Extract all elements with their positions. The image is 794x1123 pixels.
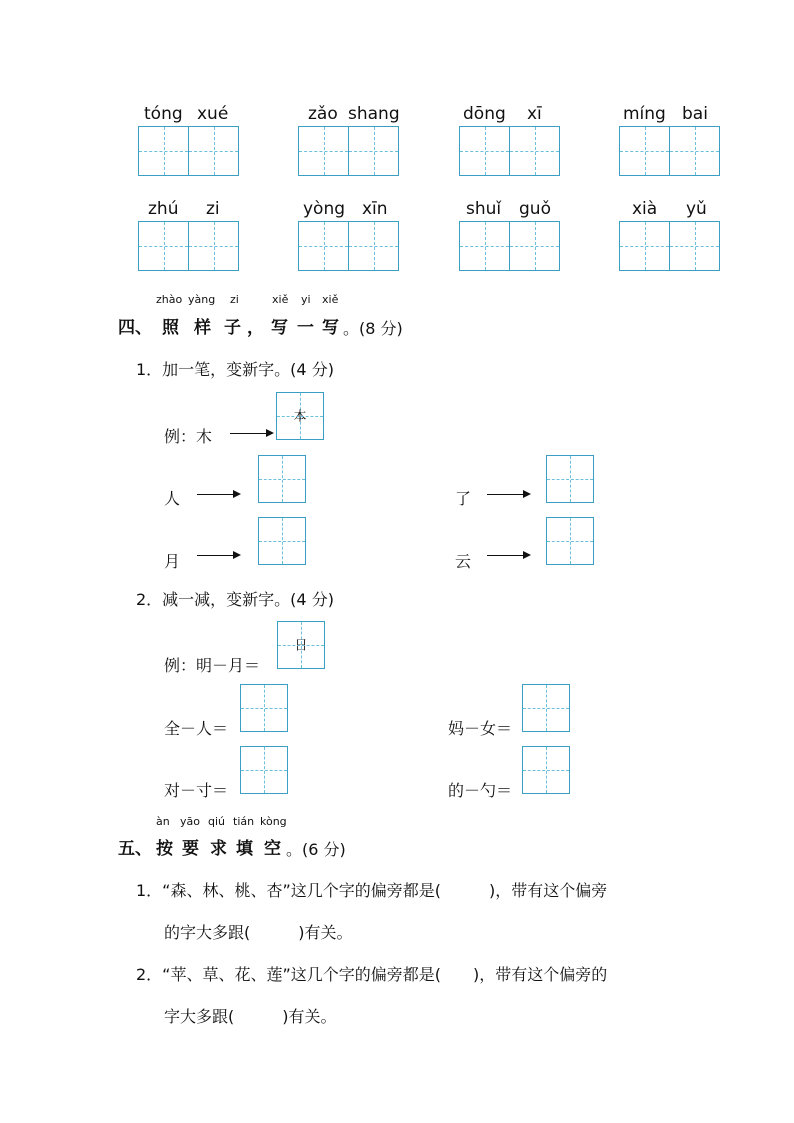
pinyin-label: xué	[197, 104, 229, 124]
question-title: 2．减一减，变新字。(4 分)	[136, 590, 334, 609]
writing-box[interactable]	[348, 221, 399, 271]
writing-box[interactable]	[459, 126, 510, 176]
pinyin-label: zi	[206, 199, 220, 219]
heading-char: ，	[247, 318, 264, 338]
heading-char: 一	[297, 318, 314, 338]
pinyin-label: xī	[527, 104, 542, 124]
writing-box[interactable]	[669, 221, 720, 271]
heading-char: 要	[182, 839, 199, 859]
example-answer: 日	[294, 638, 308, 654]
heading-char: 写	[271, 318, 288, 338]
writing-box	[277, 621, 325, 669]
subtraction-expression: 对－寸＝	[164, 781, 229, 800]
writing-box	[276, 392, 324, 440]
pinyin-label: míng	[623, 104, 666, 124]
answer-box[interactable]	[258, 455, 306, 503]
pinyin-label: yǔ	[686, 199, 707, 219]
writing-box-pair[interactable]	[459, 221, 560, 271]
writing-box[interactable]	[669, 126, 720, 176]
writing-box[interactable]	[138, 126, 189, 176]
subtraction-expression: 妈－女＝	[448, 719, 513, 738]
pinyin-label: bai	[682, 104, 708, 124]
base-char: 月	[164, 552, 181, 571]
heading-pinyin: zi	[230, 293, 239, 306]
heading-pinyin: àn	[156, 815, 170, 828]
writing-box[interactable]	[188, 126, 239, 176]
writing-box-pair[interactable]	[138, 221, 239, 271]
writing-box[interactable]	[188, 221, 239, 271]
heading-char: 写	[322, 318, 339, 338]
heading-char: 填	[236, 839, 253, 859]
writing-box[interactable]	[619, 126, 670, 176]
pinyin-label: zhú	[148, 199, 179, 219]
pinyin-label: xià	[632, 199, 658, 219]
writing-box-pair[interactable]	[298, 126, 399, 176]
answer-box[interactable]	[522, 746, 570, 794]
answer-box[interactable]	[522, 684, 570, 732]
heading-pinyin: yàng	[188, 293, 216, 306]
question-text: 1．“森、林、桃、杏”这几个字的偏旁都是( )，带有这个偏旁	[136, 881, 608, 900]
writing-box[interactable]	[619, 221, 670, 271]
pinyin-label: zǎo	[308, 104, 338, 124]
arrow-icon	[230, 433, 272, 434]
answer-box[interactable]	[546, 455, 594, 503]
question-text: 的字大多跟( )有关。	[164, 923, 353, 942]
heading-char: 照	[162, 318, 179, 338]
heading-pinyin: qiú	[208, 815, 226, 828]
answer-box[interactable]	[546, 517, 594, 565]
arrow-icon	[197, 494, 239, 495]
answer-box[interactable]	[240, 684, 288, 732]
heading-char: 求	[210, 839, 227, 859]
example-answer: 本	[293, 409, 307, 425]
heading-char: 按	[156, 839, 173, 859]
heading-pinyin: yāo	[180, 815, 200, 828]
writing-box[interactable]	[138, 221, 189, 271]
question-title: 1．加一笔，变新字。(4 分)	[136, 360, 334, 379]
writing-box[interactable]	[348, 126, 399, 176]
question-text: 字大多跟( )有关。	[164, 1007, 337, 1026]
arrow-icon	[487, 555, 529, 556]
heading-pinyin: zhào	[156, 293, 183, 306]
pinyin-label: guǒ	[519, 199, 551, 219]
pinyin-label: tóng	[144, 104, 183, 124]
section-score: 。(8 分)	[343, 319, 403, 338]
heading-pinyin: xiě	[272, 293, 289, 306]
writing-box-pair[interactable]	[138, 126, 239, 176]
writing-box[interactable]	[509, 126, 560, 176]
pinyin-label: xīn	[362, 199, 388, 219]
heading-char: 样	[194, 318, 211, 338]
heading-pinyin: xiě	[322, 293, 339, 306]
base-char: 云	[455, 552, 472, 571]
question-text: 2．“苹、草、花、莲”这几个字的偏旁都是( )，带有这个偏旁的	[136, 965, 608, 984]
example-label: 例：明－月＝	[164, 656, 261, 675]
example-label: 例：木	[164, 427, 213, 446]
heading-char: 空	[264, 839, 281, 859]
answer-box[interactable]	[240, 746, 288, 794]
section-number: 四、	[118, 318, 152, 338]
base-char: 人	[164, 489, 181, 508]
section-score: 。(6 分)	[286, 840, 346, 859]
writing-box-pair[interactable]	[619, 126, 720, 176]
writing-box[interactable]	[509, 221, 560, 271]
writing-box-pair[interactable]	[298, 221, 399, 271]
arrow-icon	[197, 555, 239, 556]
subtraction-expression: 全－人＝	[164, 719, 229, 738]
writing-box-pair[interactable]	[619, 221, 720, 271]
heading-char: 子	[224, 318, 241, 338]
heading-pinyin: tián	[233, 815, 255, 828]
answer-box[interactable]	[258, 517, 306, 565]
pinyin-label: shang	[348, 104, 400, 124]
writing-box-pair[interactable]	[459, 126, 560, 176]
writing-box[interactable]	[459, 221, 510, 271]
arrow-icon	[487, 494, 529, 495]
writing-box[interactable]	[298, 126, 349, 176]
pinyin-label: dōng	[463, 104, 506, 124]
heading-pinyin: yi	[301, 293, 311, 306]
base-char: 了	[455, 489, 472, 508]
section-number: 五、	[118, 839, 152, 859]
subtraction-expression: 的－勺＝	[448, 781, 513, 800]
writing-box[interactable]	[298, 221, 349, 271]
pinyin-label: shuǐ	[466, 199, 502, 219]
heading-pinyin: kòng	[260, 815, 287, 828]
pinyin-label: yòng	[303, 199, 346, 219]
